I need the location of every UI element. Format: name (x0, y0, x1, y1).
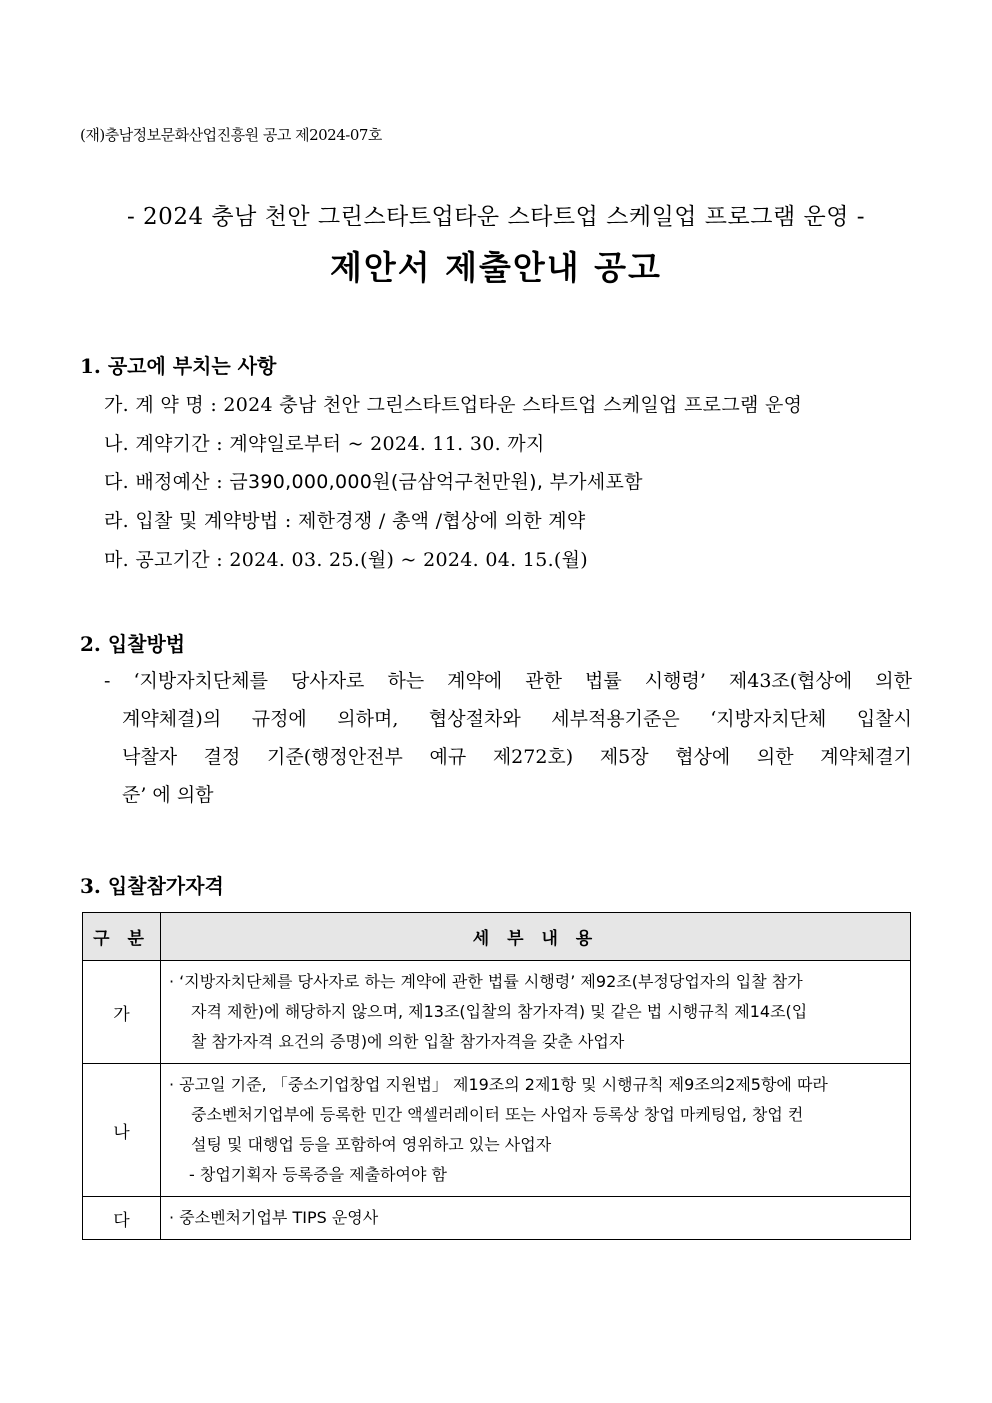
header-detail: 세 부 내 용 (161, 913, 911, 961)
notice-number: (재)충남정보문화산업진흥원 공고 제2024-07호 (80, 126, 382, 144)
document-subtitle: - 2024 충남 천안 그린스타트업타운 스타트업 스케일업 프로그램 운영 - (126, 204, 866, 230)
paragraph-line: 계약체결)의 규정에 의하며, 협상절차와 세부적용기준은 ‘지방자치단체 입찰시 (122, 708, 912, 730)
detail-line: · 공고일 기준, 「중소기업창업 지원법」 제19조의 2제1항 및 시행규칙 제9조의2제5항에 따라 (169, 1075, 828, 1094)
budget-note: , 부가세포함 (536, 471, 643, 493)
paragraph-line: 낙찰자 결정 기준(행정안전부 예규 제272호) 제5장 협상에 의한 계약체결기 (122, 746, 912, 768)
section-3-heading: 3. 입찰참가자격 (80, 874, 224, 898)
section-1-heading: 1. 공고에 부치는 사항 (80, 354, 277, 378)
budget-amount: 금390,000,000원(금삼억구천만원) (229, 471, 537, 493)
detail-line: 자격 제한)에 해당하지 않으며, 제13조(입찰의 참가자격) 및 같은 법 시행규칙 제14조(입 (191, 1002, 808, 1021)
row-category: 가 (83, 961, 161, 1064)
detail-line: · ‘지방자치단체를 당사자로 하는 계약에 관한 법률 시행령’ 제92조(부정당업자의 입찰 참가 (169, 972, 803, 991)
notice-period-line: 마. 공고기간 : 2024. 03. 25.(월) ~ 2024. 04. 15.(월) (104, 549, 588, 571)
section-2-heading: 2. 입찰방법 (80, 632, 186, 656)
contract-name-line: 가. 계 약 명 : 2024 충남 천안 그린스타트업타운 스타트업 스케일업 프로그램 운영 (104, 394, 803, 416)
detail-sub-line: - 창업기획자 등록증을 제출하여야 함 (189, 1165, 447, 1184)
budget-label: 다. 배정예산 : (104, 471, 230, 493)
detail-line: 중소벤처기업부에 등록한 민간 액셀러레이터 또는 사업자 등록상 창업 마케팅업, 창업 컨 (191, 1105, 804, 1124)
row-category: 다 (83, 1197, 161, 1240)
row-detail (161, 1197, 911, 1240)
table-row (83, 1064, 911, 1197)
paragraph-line: - ‘지방자치단체를 당사자로 하는 계약에 관한 법률 시행령’ 제43조(협상에 의한 (104, 670, 912, 692)
row-detail (161, 1064, 911, 1197)
row-detail (161, 961, 911, 1064)
header-category: 구 분 (83, 913, 161, 961)
document-title: 제안서 제출안내 공고 (330, 248, 662, 287)
budget-line (104, 467, 643, 494)
table-row (83, 961, 911, 1064)
bid-method-line: 라. 입찰 및 계약방법 : 제한경쟁 / 총액 /협상에 의한 계약 (104, 510, 586, 532)
bid-method-paragraph (104, 662, 912, 814)
detail-line: 찰 참가자격 요건의 증명)에 의한 입찰 참가자격을 갖춘 사업자 (191, 1032, 625, 1051)
contract-period-line: 나. 계약기간 : 계약일로부터 ~ 2024. 11. 30. 까지 (104, 433, 545, 455)
table-header-row (83, 913, 911, 961)
row-category: 나 (83, 1064, 161, 1197)
paragraph-line: 준’ 에 의함 (122, 784, 214, 806)
table-row (83, 1197, 911, 1240)
detail-line: · 중소벤처기업부 TIPS 운영사 (169, 1208, 379, 1227)
qualification-table (82, 912, 911, 1240)
detail-line: 설팅 및 대행업 등을 포함하여 영위하고 있는 사업자 (191, 1135, 552, 1154)
